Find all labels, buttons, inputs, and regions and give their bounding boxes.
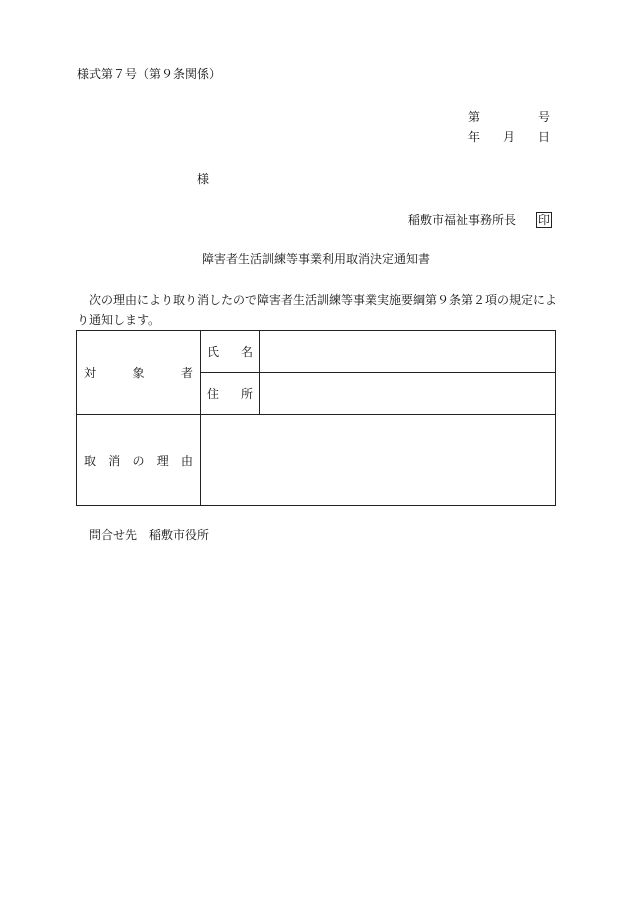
document-number <box>468 111 550 123</box>
reason-label-char: 由 <box>180 453 193 468</box>
address-value-cell[interactable] <box>260 373 556 415</box>
subject-label-char: 象 <box>132 366 145 380</box>
doc-number-suffix: 号 <box>537 110 550 124</box>
sender-name: 稲敷市福祉事務所長 <box>408 213 517 227</box>
date-day: 日 <box>537 130 550 144</box>
reason-label-char: の <box>132 453 145 468</box>
date-line <box>468 131 550 143</box>
contact-label: 問合せ先 <box>89 528 138 542</box>
form-table <box>76 330 556 506</box>
sender-line <box>408 212 552 228</box>
addressee-suffix: 様 <box>197 172 210 186</box>
name-label-cell <box>201 331 260 373</box>
subject-label-char: 者 <box>180 366 193 380</box>
reason-value-cell[interactable] <box>201 415 556 506</box>
reason-label-char: 消 <box>108 453 121 468</box>
doc-number-prefix: 第 <box>468 110 481 124</box>
reason-label-cell <box>77 415 201 506</box>
address-label-cell <box>201 373 260 415</box>
form-number: 様式第７号（第９条関係） <box>77 67 222 81</box>
reason-label-char: 理 <box>156 453 169 468</box>
subject-label-char: 対 <box>84 366 97 380</box>
address-label-char: 所 <box>240 387 253 401</box>
body-text-line-2: り通知します。 <box>77 313 161 327</box>
name-label-char: 氏 <box>207 345 220 359</box>
document-title: 障害者生活訓練等事業利用取消決定通知書 <box>202 252 431 266</box>
reason-label-char: 取 <box>84 453 97 468</box>
contact-value: 稲敷市役所 <box>149 528 210 542</box>
contact-line <box>89 529 209 541</box>
body-text-line-1: 次の理由により取り消したので障害者生活訓練等事業実施要綱第９条第２項の規定によ <box>89 293 558 307</box>
seal-stamp: 印 <box>538 213 551 227</box>
subject-label-cell <box>77 331 201 415</box>
name-label-char: 名 <box>240 345 253 359</box>
name-value-cell[interactable] <box>260 331 556 373</box>
address-label-char: 住 <box>207 387 220 401</box>
date-year: 年 <box>468 130 481 144</box>
date-month: 月 <box>502 130 515 144</box>
